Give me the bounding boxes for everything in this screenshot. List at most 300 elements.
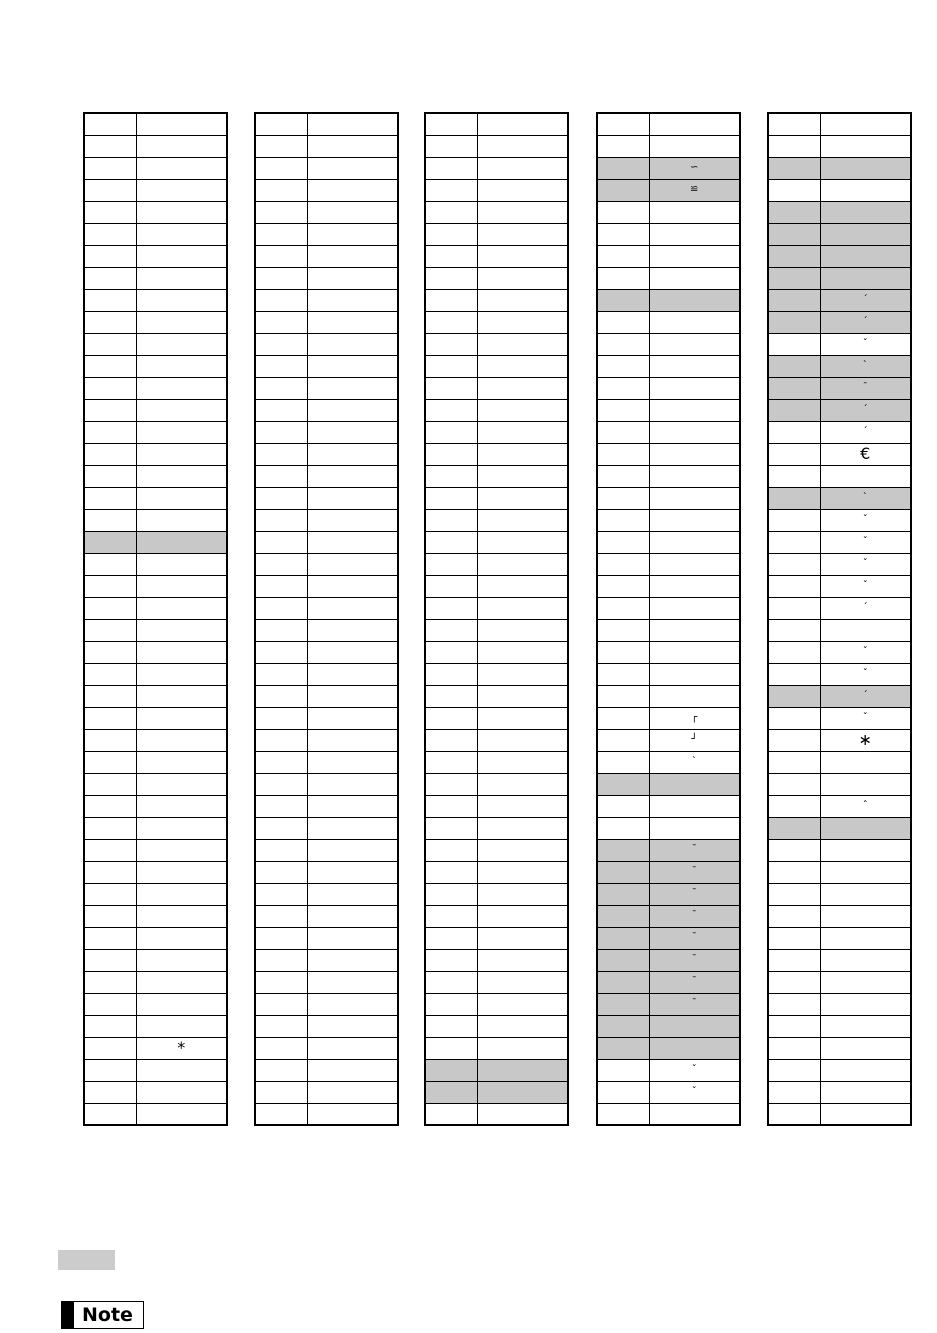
code-cell bbox=[768, 1059, 820, 1081]
code-cell bbox=[255, 575, 307, 597]
table-row bbox=[768, 355, 911, 377]
code-cell bbox=[597, 861, 649, 883]
table-row bbox=[255, 817, 398, 839]
table-row bbox=[425, 795, 568, 817]
code-cell bbox=[768, 223, 820, 245]
table-row bbox=[768, 531, 911, 553]
table-row bbox=[255, 355, 398, 377]
code-cell bbox=[425, 487, 477, 509]
code-cell bbox=[255, 971, 307, 993]
table-row bbox=[255, 597, 398, 619]
table-row bbox=[597, 223, 740, 245]
code-cell bbox=[768, 179, 820, 201]
table-row bbox=[255, 421, 398, 443]
character-cell bbox=[307, 597, 398, 619]
table-row bbox=[425, 817, 568, 839]
table-row bbox=[425, 751, 568, 773]
table-row bbox=[597, 751, 740, 773]
code-cell bbox=[597, 1059, 649, 1081]
character-cell bbox=[477, 949, 568, 971]
character-cell bbox=[649, 311, 740, 333]
character-cell bbox=[136, 663, 227, 685]
code-cell bbox=[255, 773, 307, 795]
code-cell bbox=[84, 289, 136, 311]
table-row bbox=[768, 179, 911, 201]
character-cell bbox=[136, 201, 227, 223]
table-row bbox=[84, 443, 227, 465]
character-cell bbox=[307, 311, 398, 333]
character-cell: ˆ bbox=[820, 795, 911, 817]
code-cell bbox=[425, 223, 477, 245]
character-cell bbox=[307, 1081, 398, 1103]
table-row bbox=[597, 1081, 740, 1103]
character-cell bbox=[477, 729, 568, 751]
character-cell bbox=[649, 509, 740, 531]
table-row bbox=[597, 355, 740, 377]
character-cell bbox=[649, 619, 740, 641]
code-cell bbox=[597, 707, 649, 729]
code-cell bbox=[768, 685, 820, 707]
code-cell bbox=[597, 773, 649, 795]
code-cell bbox=[768, 773, 820, 795]
character-cell bbox=[477, 179, 568, 201]
character-cell bbox=[649, 773, 740, 795]
character-cell bbox=[136, 861, 227, 883]
code-cell bbox=[84, 487, 136, 509]
character-cell bbox=[307, 377, 398, 399]
code-cell bbox=[768, 641, 820, 663]
code-cell bbox=[425, 421, 477, 443]
character-cell bbox=[136, 333, 227, 355]
character-cell bbox=[307, 1015, 398, 1037]
character-cell bbox=[136, 267, 227, 289]
table-row bbox=[84, 355, 227, 377]
table-row bbox=[768, 619, 911, 641]
code-cell bbox=[84, 201, 136, 223]
code-cell bbox=[768, 839, 820, 861]
code-cell bbox=[425, 883, 477, 905]
table-row bbox=[255, 707, 398, 729]
code-cell bbox=[84, 729, 136, 751]
character-cell bbox=[477, 817, 568, 839]
character-cell bbox=[307, 883, 398, 905]
table-row bbox=[84, 619, 227, 641]
table-row bbox=[597, 443, 740, 465]
code-cell bbox=[768, 663, 820, 685]
table-row bbox=[255, 949, 398, 971]
character-cell bbox=[307, 113, 398, 135]
character-cell bbox=[307, 1037, 398, 1059]
character-cell bbox=[820, 773, 911, 795]
table-row bbox=[84, 1103, 227, 1125]
character-cell bbox=[136, 883, 227, 905]
code-cell bbox=[768, 289, 820, 311]
code-cell bbox=[84, 245, 136, 267]
character-cell bbox=[477, 487, 568, 509]
character-cell bbox=[307, 509, 398, 531]
code-cell bbox=[768, 707, 820, 729]
code-cell bbox=[84, 927, 136, 949]
table-row bbox=[84, 553, 227, 575]
character-cell bbox=[649, 795, 740, 817]
table-row bbox=[425, 839, 568, 861]
code-cell bbox=[425, 861, 477, 883]
table-row bbox=[597, 597, 740, 619]
table-row bbox=[768, 267, 911, 289]
code-cell bbox=[84, 575, 136, 597]
code-cell bbox=[84, 267, 136, 289]
code-cell bbox=[768, 1015, 820, 1037]
table-row bbox=[84, 113, 227, 135]
table-row bbox=[597, 1015, 740, 1037]
table-row bbox=[425, 971, 568, 993]
table-row bbox=[84, 377, 227, 399]
table-row bbox=[597, 905, 740, 927]
character-cell: ˇ bbox=[820, 663, 911, 685]
table-row bbox=[425, 663, 568, 685]
character-cell bbox=[477, 619, 568, 641]
code-cell bbox=[425, 531, 477, 553]
code-cell bbox=[768, 1103, 820, 1125]
character-cell bbox=[477, 883, 568, 905]
code-cell bbox=[597, 839, 649, 861]
table-row bbox=[84, 993, 227, 1015]
table-row bbox=[597, 927, 740, 949]
character-cell bbox=[307, 531, 398, 553]
code-cell bbox=[255, 663, 307, 685]
character-cell bbox=[136, 399, 227, 421]
character-cell bbox=[307, 773, 398, 795]
code-cell bbox=[425, 333, 477, 355]
character-cell bbox=[136, 971, 227, 993]
table-row bbox=[255, 487, 398, 509]
code-cell bbox=[768, 817, 820, 839]
code-cell bbox=[255, 355, 307, 377]
character-cell bbox=[136, 179, 227, 201]
character-cell bbox=[820, 1103, 911, 1125]
code-cell bbox=[255, 443, 307, 465]
character-cell bbox=[477, 223, 568, 245]
character-cell: ≌ bbox=[649, 179, 740, 201]
code-cell bbox=[84, 685, 136, 707]
code-cell bbox=[597, 487, 649, 509]
character-cell: ˋ bbox=[649, 751, 740, 773]
table-row bbox=[425, 179, 568, 201]
code-cell bbox=[425, 839, 477, 861]
code-cell bbox=[425, 663, 477, 685]
character-cell bbox=[477, 993, 568, 1015]
code-cell bbox=[425, 971, 477, 993]
character-cell bbox=[136, 245, 227, 267]
table-row bbox=[597, 949, 740, 971]
character-cell bbox=[820, 751, 911, 773]
code-cell bbox=[768, 465, 820, 487]
table-row bbox=[597, 663, 740, 685]
character-cell bbox=[477, 1081, 568, 1103]
code-cell bbox=[425, 685, 477, 707]
character-cell bbox=[307, 575, 398, 597]
table-row bbox=[425, 1059, 568, 1081]
code-cell bbox=[425, 179, 477, 201]
character-cell bbox=[307, 729, 398, 751]
code-cell bbox=[255, 619, 307, 641]
code-cell bbox=[425, 927, 477, 949]
code-cell bbox=[425, 377, 477, 399]
code-cell bbox=[255, 509, 307, 531]
character-cell bbox=[477, 553, 568, 575]
code-cell bbox=[84, 993, 136, 1015]
table-row bbox=[597, 311, 740, 333]
code-cell bbox=[597, 1037, 649, 1059]
code-cell bbox=[768, 487, 820, 509]
table-row bbox=[255, 179, 398, 201]
character-cell bbox=[649, 245, 740, 267]
code-cell bbox=[768, 553, 820, 575]
code-cell bbox=[255, 927, 307, 949]
code-cell bbox=[255, 685, 307, 707]
table-row bbox=[425, 729, 568, 751]
code-cell bbox=[84, 619, 136, 641]
character-cell: ˊ bbox=[820, 597, 911, 619]
table-row bbox=[597, 707, 740, 729]
table-row bbox=[255, 1037, 398, 1059]
code-cell bbox=[597, 421, 649, 443]
code-cell bbox=[768, 443, 820, 465]
table-row bbox=[597, 619, 740, 641]
table-row bbox=[597, 641, 740, 663]
code-cell bbox=[255, 311, 307, 333]
character-cell bbox=[477, 443, 568, 465]
character-cell: ¯ bbox=[649, 971, 740, 993]
code-cell bbox=[768, 751, 820, 773]
code-cell bbox=[768, 993, 820, 1015]
character-cell bbox=[477, 795, 568, 817]
table-row bbox=[255, 861, 398, 883]
table-row bbox=[768, 1037, 911, 1059]
table-row bbox=[768, 817, 911, 839]
table-row bbox=[84, 861, 227, 883]
character-cell bbox=[649, 267, 740, 289]
character-cell: ∽ bbox=[649, 157, 740, 179]
table-row bbox=[768, 487, 911, 509]
code-cell bbox=[597, 201, 649, 223]
character-cell: ˇ bbox=[820, 531, 911, 553]
code-cell bbox=[768, 795, 820, 817]
code-cell bbox=[597, 1103, 649, 1125]
table-row bbox=[425, 619, 568, 641]
character-cell bbox=[820, 949, 911, 971]
code-cell bbox=[255, 223, 307, 245]
table-row bbox=[768, 663, 911, 685]
character-cell bbox=[649, 817, 740, 839]
table-row bbox=[768, 729, 911, 751]
character-cell bbox=[136, 289, 227, 311]
character-cell bbox=[136, 1059, 227, 1081]
table-row bbox=[597, 421, 740, 443]
character-cell bbox=[307, 1103, 398, 1125]
table-row bbox=[255, 1015, 398, 1037]
table-row bbox=[768, 1015, 911, 1037]
code-cell bbox=[597, 113, 649, 135]
table-row bbox=[425, 355, 568, 377]
character-cell bbox=[307, 135, 398, 157]
character-cell bbox=[477, 751, 568, 773]
character-cell bbox=[649, 575, 740, 597]
character-cell bbox=[136, 443, 227, 465]
character-cell bbox=[477, 113, 568, 135]
character-table-4 bbox=[596, 112, 741, 1126]
table-row bbox=[84, 641, 227, 663]
character-cell bbox=[477, 861, 568, 883]
table-row bbox=[255, 773, 398, 795]
character-cell bbox=[649, 333, 740, 355]
character-cell bbox=[136, 773, 227, 795]
table-row bbox=[84, 465, 227, 487]
character-cell bbox=[307, 179, 398, 201]
table-row bbox=[597, 1059, 740, 1081]
table-row bbox=[84, 531, 227, 553]
character-cell bbox=[136, 817, 227, 839]
table-row bbox=[425, 685, 568, 707]
table-row bbox=[255, 1059, 398, 1081]
code-cell bbox=[425, 245, 477, 267]
code-cell bbox=[84, 707, 136, 729]
code-cell bbox=[597, 927, 649, 949]
code-cell bbox=[84, 817, 136, 839]
code-cell bbox=[768, 355, 820, 377]
code-cell bbox=[84, 861, 136, 883]
table-row bbox=[768, 377, 911, 399]
table-row bbox=[84, 883, 227, 905]
table-row bbox=[597, 839, 740, 861]
code-cell bbox=[255, 905, 307, 927]
character-cell: ˇ bbox=[820, 553, 911, 575]
table-row bbox=[425, 1103, 568, 1125]
code-cell bbox=[425, 465, 477, 487]
table-row bbox=[597, 201, 740, 223]
note-bar bbox=[62, 1302, 74, 1328]
table-row bbox=[84, 333, 227, 355]
code-cell bbox=[768, 531, 820, 553]
character-cell: * bbox=[136, 1037, 227, 1059]
table-row bbox=[768, 399, 911, 421]
table-row bbox=[425, 377, 568, 399]
character-cell bbox=[477, 531, 568, 553]
character-cell bbox=[136, 597, 227, 619]
character-cell: € bbox=[820, 443, 911, 465]
table-row bbox=[768, 861, 911, 883]
table-row bbox=[84, 773, 227, 795]
table-row bbox=[768, 311, 911, 333]
character-cell bbox=[136, 707, 227, 729]
code-cell bbox=[84, 553, 136, 575]
code-cell bbox=[84, 905, 136, 927]
character-cell bbox=[477, 245, 568, 267]
table-row bbox=[768, 1081, 911, 1103]
table-row bbox=[597, 531, 740, 553]
table-row bbox=[84, 179, 227, 201]
character-cell bbox=[136, 553, 227, 575]
character-cell bbox=[649, 223, 740, 245]
character-cell bbox=[307, 927, 398, 949]
character-cell bbox=[307, 487, 398, 509]
code-cell bbox=[255, 399, 307, 421]
character-cell: ˊ bbox=[820, 311, 911, 333]
code-cell bbox=[255, 729, 307, 751]
character-cell: ¯ bbox=[649, 927, 740, 949]
character-cell bbox=[649, 1015, 740, 1037]
code-cell bbox=[255, 861, 307, 883]
table-row bbox=[597, 553, 740, 575]
table-row bbox=[425, 773, 568, 795]
character-cell bbox=[477, 1059, 568, 1081]
table-row bbox=[768, 905, 911, 927]
table-row bbox=[84, 399, 227, 421]
character-cell bbox=[820, 861, 911, 883]
character-cell bbox=[820, 905, 911, 927]
character-cell bbox=[820, 971, 911, 993]
code-cell bbox=[255, 267, 307, 289]
character-cell bbox=[136, 641, 227, 663]
table-row bbox=[255, 333, 398, 355]
code-cell bbox=[768, 399, 820, 421]
table-row bbox=[84, 707, 227, 729]
character-cell: ¯ bbox=[649, 993, 740, 1015]
table-row bbox=[255, 377, 398, 399]
table-row bbox=[255, 465, 398, 487]
code-cell bbox=[597, 245, 649, 267]
character-cell bbox=[820, 245, 911, 267]
character-cell bbox=[307, 245, 398, 267]
code-cell bbox=[255, 487, 307, 509]
code-cell bbox=[597, 223, 649, 245]
character-cell bbox=[136, 1015, 227, 1037]
table-row bbox=[768, 465, 911, 487]
code-cell bbox=[255, 993, 307, 1015]
code-cell bbox=[84, 443, 136, 465]
table-row bbox=[255, 399, 398, 421]
character-cell bbox=[136, 751, 227, 773]
character-cell: ˊ bbox=[820, 685, 911, 707]
table-row bbox=[425, 707, 568, 729]
table-row bbox=[597, 179, 740, 201]
character-cell: ˊ bbox=[820, 289, 911, 311]
table-row bbox=[255, 619, 398, 641]
character-cell bbox=[820, 619, 911, 641]
character-cell bbox=[307, 289, 398, 311]
table-row bbox=[597, 575, 740, 597]
table-row bbox=[255, 135, 398, 157]
table-row bbox=[425, 223, 568, 245]
code-cell bbox=[84, 1081, 136, 1103]
table-row bbox=[255, 311, 398, 333]
character-cell bbox=[477, 465, 568, 487]
code-cell bbox=[84, 949, 136, 971]
table-row bbox=[84, 949, 227, 971]
character-cell bbox=[136, 619, 227, 641]
table-row bbox=[255, 663, 398, 685]
code-cell bbox=[84, 663, 136, 685]
table-row bbox=[255, 795, 398, 817]
code-cell bbox=[84, 1037, 136, 1059]
table-row bbox=[84, 597, 227, 619]
shaded-legend-swatch bbox=[58, 1250, 115, 1270]
character-cell bbox=[477, 707, 568, 729]
code-cell bbox=[255, 465, 307, 487]
code-cell bbox=[425, 1103, 477, 1125]
character-cell bbox=[136, 157, 227, 179]
code-cell bbox=[255, 795, 307, 817]
